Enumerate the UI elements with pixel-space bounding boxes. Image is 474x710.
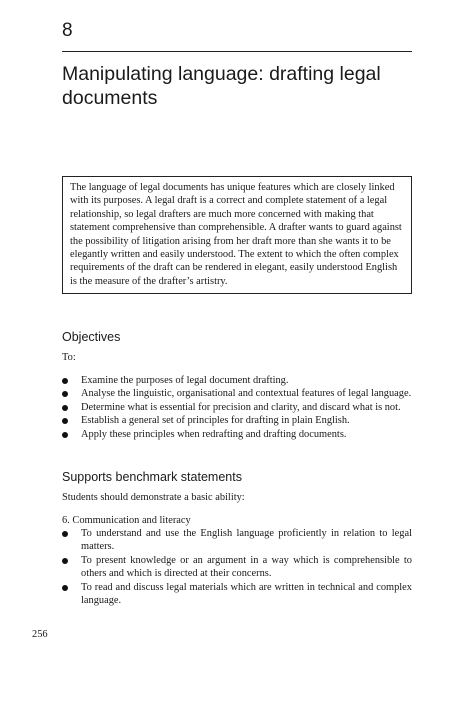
list-item xyxy=(62,581,412,608)
bullet-icon xyxy=(62,585,68,591)
list-item-text: Analyse the linguistic, organisational and contextual features of legal language. xyxy=(81,388,412,400)
list-item xyxy=(62,414,412,427)
list-item xyxy=(62,554,412,581)
chapter-number: 8 xyxy=(62,20,73,41)
bullet-icon xyxy=(62,378,68,384)
chapter-intro-box: The language of legal documents has unique features which are closely linked with its purposes. A legal draft is a correct and complete statement of a legal relationship, so legal drafters are much more concerned with making that statement comprehensive than comprehensible. A drafter wants to guard against the possibility of litigation arising from her draft more than she wants it to be elegantly written and easily understood. The extent to which the often complex requirements of the draft can be rendered in elegant, easily understood English is the measure of the drafter’s artistry. xyxy=(62,176,412,294)
objectives-heading: Objectives xyxy=(62,330,121,344)
benchmark-lead: Students should demonstrate a basic ability: xyxy=(62,492,245,503)
list-item xyxy=(62,374,412,387)
benchmark-heading: Supports benchmark statements xyxy=(62,470,242,484)
bullet-icon xyxy=(62,405,68,411)
chapter-title: Manipulating language: drafting legal documents xyxy=(62,63,381,109)
bullet-icon xyxy=(62,391,68,397)
list-item xyxy=(62,401,412,414)
benchmark-list xyxy=(62,527,412,607)
list-item-text: Examine the purposes of legal document drafting. xyxy=(81,375,289,386)
list-item-text: Apply these principles when redrafting and drafting documents. xyxy=(81,428,347,440)
bullet-icon xyxy=(62,558,68,564)
objectives-list xyxy=(62,374,412,441)
list-item xyxy=(62,428,412,441)
benchmark-subheading: 6. Communication and literacy xyxy=(62,515,191,526)
list-item-text: Determine what is essential for precision and clarity, and discard what is not. xyxy=(81,401,401,413)
bullet-icon xyxy=(62,432,68,438)
page-number: 256 xyxy=(32,629,48,640)
bullet-icon xyxy=(62,531,68,537)
bullet-icon xyxy=(62,418,68,424)
list-item xyxy=(62,527,412,554)
list-item-text: To read and discuss legal materials which are written in technical and complex language. xyxy=(81,581,412,607)
list-item-text: Establish a general set of principles for drafting in plain English. xyxy=(81,415,350,427)
list-item-text: To understand and use the English language proficiently in relation to legal matters. xyxy=(81,528,412,553)
chapter-rule xyxy=(62,51,412,52)
list-item xyxy=(62,387,412,400)
objectives-lead: To: xyxy=(62,352,76,363)
list-item-text: To present knowledge or an argument in a way which is comprehensible to others and which is directed at their concerns. xyxy=(81,554,412,580)
